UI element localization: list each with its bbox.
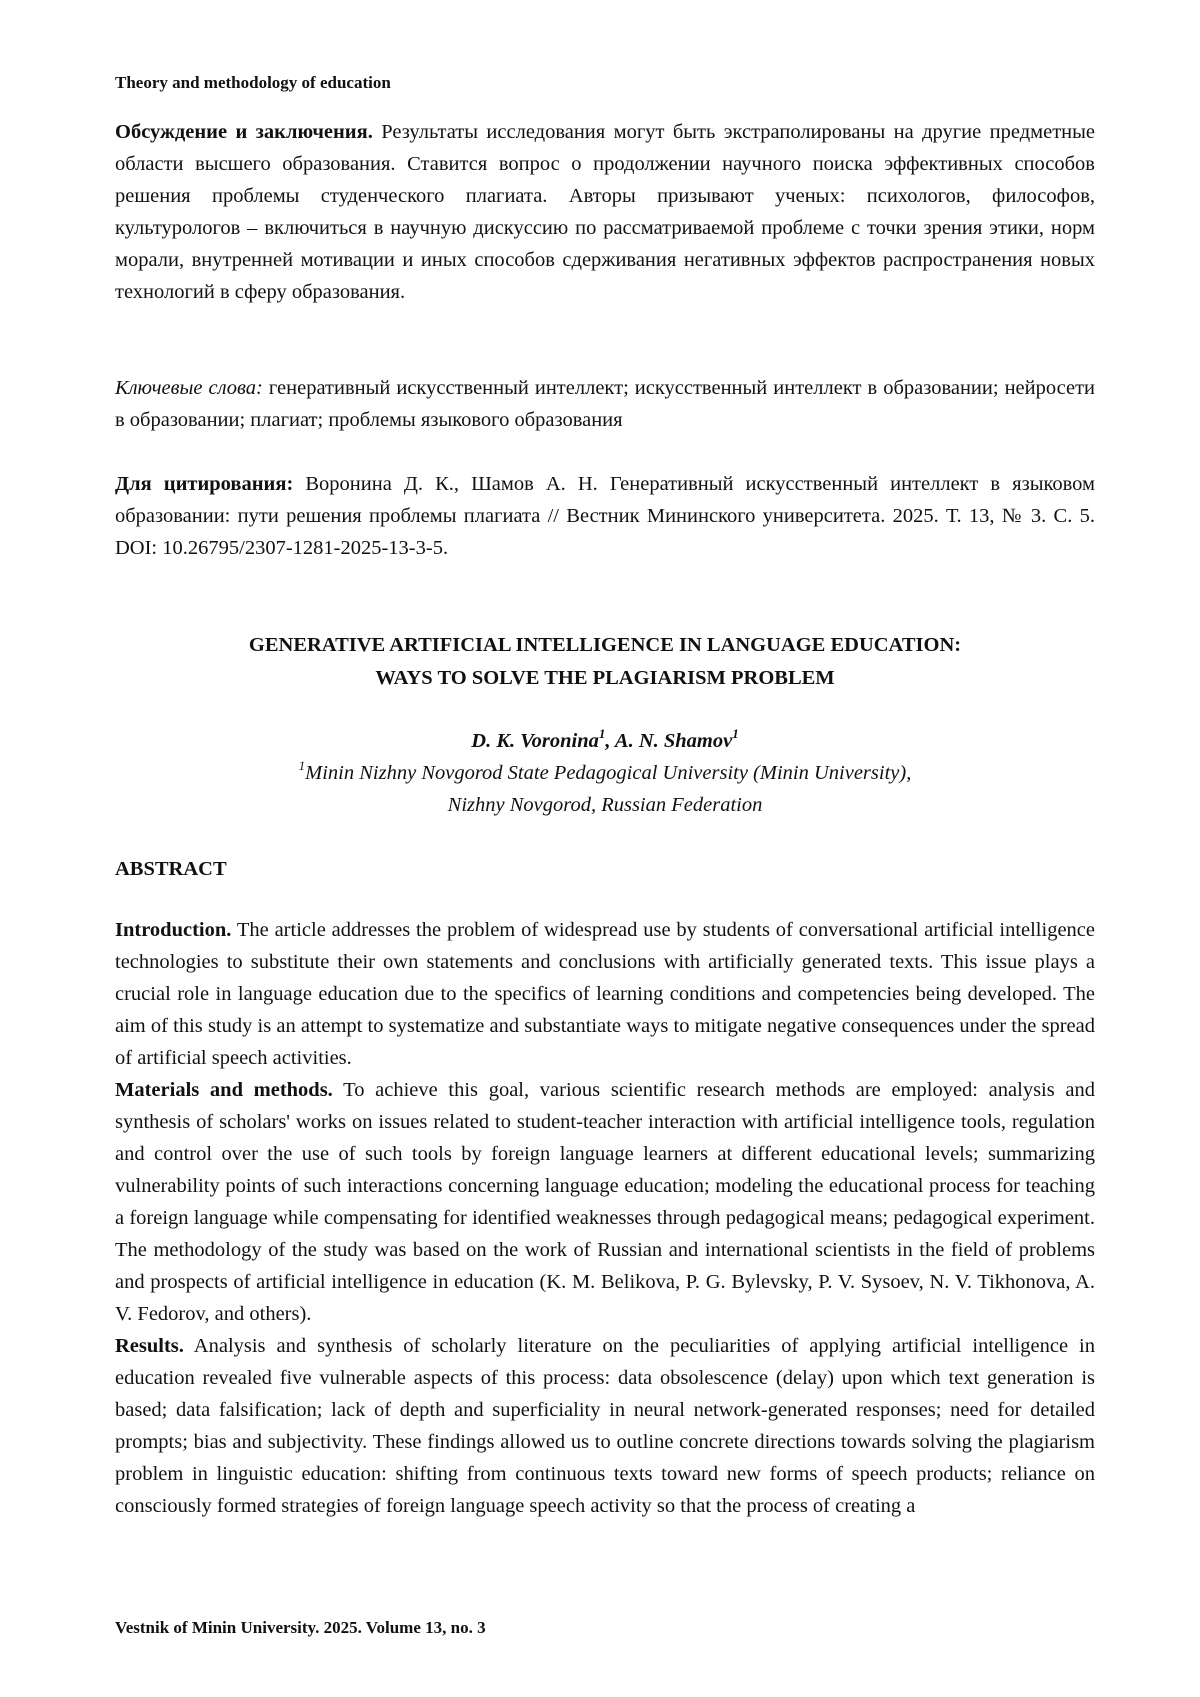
affiliation-mark: 1 — [299, 758, 306, 773]
en-introduction-label: Introduction. — [115, 919, 231, 941]
affiliation-line-2: Nizhny Novgorod, Russian Federation — [115, 789, 1095, 821]
ru-keywords-paragraph — [115, 372, 1095, 436]
en-title-line-1: GENERATIVE ARTIFICIAL INTELLIGENCE IN LANGUAGE EDUCATION: — [115, 629, 1095, 662]
ru-keywords-text: генеративный искусственный интеллект; искусственный интеллект в образовании; нейросети в образовании; плагиат; проблемы языкового образования — [115, 377, 1095, 431]
ru-citation-label: Для цитирования: — [115, 473, 293, 495]
affiliation-line-1 — [115, 757, 1095, 789]
en-results-text: Analysis and synthesis of scholarly literature on the peculiarities of applying artificial intelligence in education revealed five vulnerable aspects of this process: data obsolescence (delay) upon which text generation is based; data falsification; lack of depth and superficiality in neural network-generated responses; need for detailed prompts; bias and subjectivity. These findings allowed us to outline concrete directions towards solving the plagiarism problem in linguistic education: shifting from continuous texts toward new forms of speech products; reliance on consciously formed strategies of foreign language speech activity so that the process of creating a — [115, 1335, 1095, 1517]
ru-discussion-paragraph — [115, 116, 1095, 308]
en-methods-label: Materials and methods. — [115, 1079, 333, 1101]
en-methods-text: To achieve this goal, various scientific research methods are employed: analysis and synthesis of scholars' works on issues related to student-teacher interaction with artificial intelligence tools, regulation and control over the use of such tools by foreign language learners at different educational levels; summarizing vulnerability points of such interactions concerning language education; modeling the educational process for teaching a foreign language while compensating for identified weaknesses through pedagogical means; pedagogical experiment. The methodology of the study was based on the work of Russian and international scientists in the field of problems and prospects of artificial intelligence in education (K. M. Belikova, P. G. Bylevsky, P. V. Sysoev, N. V. Tikhonova, A. V. Fedorov, and others). — [115, 1079, 1095, 1325]
author-2: A. N. Shamov — [615, 730, 732, 752]
author-1-affil-mark: 1 — [599, 726, 606, 741]
en-results-paragraph — [115, 1330, 1095, 1522]
affiliation-text-1: Minin Nizhny Novgorod State Pedagogical University (Minin University), — [305, 762, 911, 784]
ru-keywords-label: Ключевые слова: — [115, 377, 263, 399]
en-methods-paragraph — [115, 1074, 1095, 1330]
journal-footer: Vestnik of Minin University. 2025. Volume 13, no. 3 — [115, 1617, 486, 1639]
ru-citation-text: Воронина Д. К., Шамов А. Н. Генеративный искусственный интеллект в языковом образовании: пути решения проблемы плагиата // Вестник Мининского университета. 2025. Т. 13, № 3. С. 5. DOI: 10.26795/2307-1281-2025-13-3-5. — [115, 473, 1095, 559]
abstract-heading: ABSTRACT — [115, 853, 227, 885]
author-2-affil-mark: 1 — [732, 726, 739, 741]
running-head: Theory and methodology of education — [115, 72, 391, 94]
en-title-line-2: WAYS TO SOLVE THE PLAGIARISM PROBLEM — [115, 662, 1095, 695]
en-introduction-text: The article addresses the problem of widespread use by students of conversational artificial intelligence technologies to substitute their own statements and conclusions with artificially generated texts. This issue plays a crucial role in language education due to the specifics of learning conditions and competencies being developed. The aim of this study is an attempt to systematize and substantiate ways to mitigate negative consequences under the spread of artificial speech activities. — [115, 919, 1095, 1069]
en-article-title — [115, 629, 1095, 695]
en-results-label: Results. — [115, 1335, 184, 1357]
ru-discussion-text: Результаты исследования могут быть экстраполированы на другие предметные области высшего образования. Ставится вопрос о продолжении научного поиска эффективных способов решения проблемы студенческого плагиата. Авторы призывают ученых: психологов, философов, культурологов – включиться в научную дискуссию по рассматриваемой проблеме с точки зрения этики, норм морали, внутренней мотивации и иных способов сдерживания негативных эффектов распространения новых технологий в сферу образования. — [115, 121, 1095, 303]
authors-block — [115, 725, 1095, 821]
ru-discussion-label: Обсуждение и заключения. — [115, 121, 373, 143]
en-introduction-paragraph — [115, 914, 1095, 1074]
en-abstract-body — [115, 914, 1095, 1522]
author-names — [115, 725, 1095, 757]
ru-citation-paragraph — [115, 468, 1095, 564]
author-separator: , — [605, 730, 615, 752]
author-1: D. K. Voronina — [471, 730, 599, 752]
